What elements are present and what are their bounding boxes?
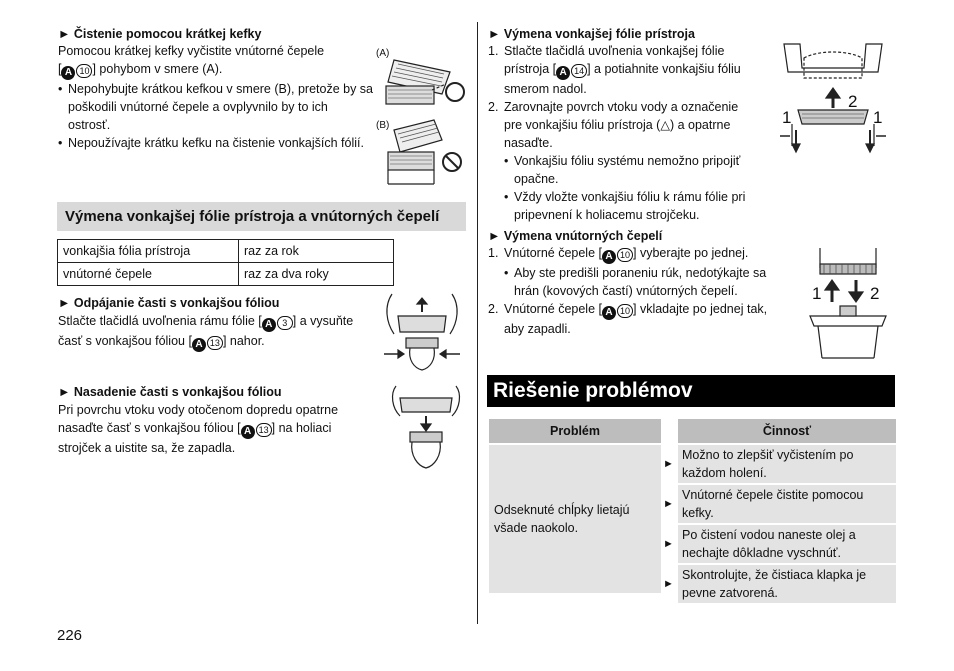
column-header-problem: Problém (489, 419, 661, 443)
brush-bullets (58, 80, 373, 152)
table-cell: vonkajšia fólia prístroja (58, 240, 239, 263)
detach-foil-illustration (380, 292, 464, 372)
figure-label: 2 (870, 284, 880, 303)
action-cell: Možno to zlepšiť vyčistením po každom holení. (678, 445, 896, 483)
list-item: • Nepohybujte krátkou kefkou v smere (B), pretože by sa poškodili vnútorné čepele a ovplyvnilo by to ich ostrosť. (58, 80, 373, 134)
pointer-icon: ► (663, 458, 674, 470)
figure-label: 2 (848, 92, 858, 111)
table-cell: raz za dva roky (239, 263, 394, 286)
ref-number: 14 (571, 64, 587, 78)
ref-badge: A (602, 250, 616, 264)
ref-number: 10 (76, 64, 92, 78)
figure-label-a: (A) (376, 48, 390, 59)
attach-text: Pri povrchu vtoku vody otočenom dopredu opatrne nasaďte časť s vonkajšou fóliou [ A 13 ] na holiaci strojček a uistite sa, že zapadla. (58, 403, 339, 455)
table-row (58, 263, 394, 286)
list-item: • Nepoužívajte krátku kefku na čistenie vonkajších fólií. (58, 134, 373, 152)
column-divider (477, 22, 478, 624)
ref-badge: A (61, 66, 75, 80)
action-cell: Po čistení vodou naneste olej a nechajte dôkladne vyschnúť. (678, 525, 896, 563)
list-item (663, 565, 896, 603)
attach-foil-illustration (386, 384, 466, 470)
foil-bullets (504, 152, 774, 224)
list-item: • Vždy vložte vonkajšiu fóliu k rámu fólie pri pripevnení k holiacemu strojčeku. (504, 188, 774, 224)
ref-badge: A (241, 425, 255, 439)
detach-heading: ► Odpájanie časti s vonkajšou fóliou (58, 296, 280, 310)
page-number: 226 (57, 627, 83, 644)
brush-cleaning-illustration (380, 48, 470, 190)
figure-label: 1 (782, 108, 792, 127)
list-item: • Aby ste predišli poraneniu rúk, nedotýkajte sa hrán (kovových častí) vnútorných čepelí. (504, 264, 784, 300)
brush-text (58, 42, 373, 152)
table-row (58, 240, 394, 263)
actions-list (663, 445, 896, 603)
triangle-mark-icon: △ (660, 118, 670, 132)
table-cell: raz za rok (239, 240, 394, 263)
blades-steps (488, 244, 788, 338)
action-cell: Vnútorné čepele čistite pomocou kefky. (678, 485, 896, 523)
foil-steps (488, 42, 778, 224)
ref-number: 13 (207, 336, 223, 350)
action-cell: Skontrolujte, že čistiaca klapka je pevne zatvorená. (678, 565, 896, 603)
ref-number: 3 (277, 316, 293, 330)
list-item: 1. Vnútorné čepele [ A 10 ] vyberajte po jednej. • Aby ste predišli poraneniu rúk, nedotýkajte sa hrán (kovových častí) vnútorných čepelí. (488, 244, 788, 300)
foil-heading: ► Výmena vonkajšej fólie prístroja (488, 27, 695, 41)
attach-heading: ► Nasadenie časti s vonkajšou fóliou (58, 385, 282, 399)
ref-badge: A (192, 338, 206, 352)
brush-line-1: Pomocou krátkej kefky vyčistite vnútorné čepele (58, 44, 325, 58)
ref-number: 10 (617, 304, 633, 318)
pointer-icon: ► (663, 538, 674, 550)
list-item (663, 485, 896, 523)
figure-label: 1 (873, 108, 883, 127)
list-item: 1. Stlačte tlačidlá uvoľnenia vonkajšej fólie prístroja [ A 14 ] a potiahnite vonkajšiu fóliu smerom nadol. (488, 44, 741, 96)
ref-badge: A (602, 306, 616, 320)
ref-number: 10 (617, 248, 633, 262)
column-header-action: Činnosť (678, 419, 896, 443)
table-cell: vnútorné čepele (58, 263, 239, 286)
detach-text: Stlačte tlačidlá uvoľnenia rámu fólie [ A 3 ] a vysuňte časť s vonkajšou fóliou [ A 13 ] nahor. (58, 314, 354, 350)
ref-badge: A (556, 66, 570, 80)
outer-foil-illustration (778, 38, 888, 158)
brush-heading: ► Čistenie pomocou krátkej kefky (58, 27, 262, 41)
replacement-section-title: Výmena vonkajšej fólie prístroja a vnútorných čepelí (57, 202, 466, 231)
pointer-icon: ► (663, 498, 674, 510)
blades-heading: ► Výmena vnútorných čepelí (488, 229, 663, 243)
pointer-icon: ► (663, 578, 674, 590)
troubleshooting-title: Riešenie problémov (487, 375, 895, 407)
replacement-frequency-table (57, 239, 394, 286)
problem-cell: Odseknuté chĺpky lietajú všade naokolo. (489, 445, 661, 593)
figure-label-b: (B) (376, 120, 390, 131)
list-item: 2. Vnútorné čepele [ A 10 ] vkladajte po jednej tak, aby zapadli. (488, 302, 768, 336)
ref-badge: A (262, 318, 276, 332)
list-item (663, 445, 896, 483)
figure-label: 1 (812, 284, 822, 303)
list-item: • Vonkajšiu fóliu systému nemožno pripojiť opačne. (504, 152, 774, 188)
brush-line-2: [ A 10 ] pohybom v smere (A). (58, 62, 223, 78)
ref-number: 13 (256, 423, 272, 437)
list-item (663, 525, 896, 563)
list-item: 2. Zarovnajte povrch vtoku vody a označenie pre vonkajšiu fóliu prístroja (△) a opatrne nasaďte. (488, 100, 739, 150)
